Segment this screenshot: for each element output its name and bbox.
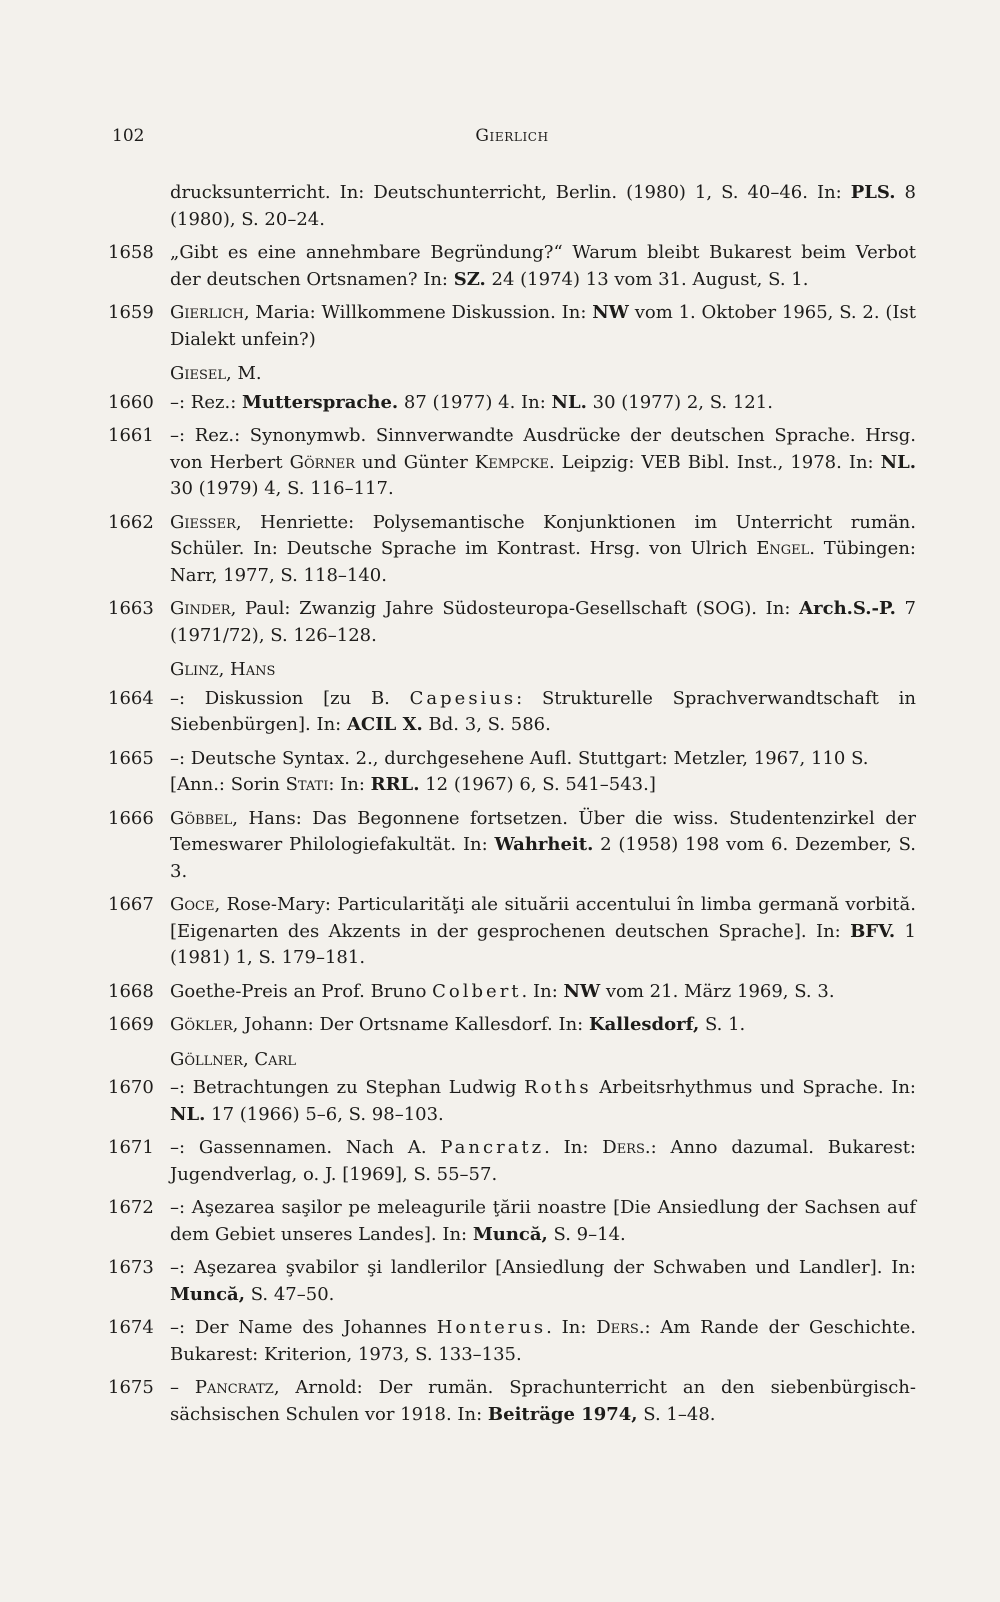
entry-number: 1665 <box>108 747 154 769</box>
entry-1669: 1669 Gökler, Johann: Der Ortsname Kallesdorf. In: Kallesdorf, S. 1. <box>108 1012 916 1039</box>
author-name: Gökler <box>170 1014 233 1035</box>
entry-1670: 1670 –: Betrachtungen zu Stephan Ludwig Roths Arbeitsrhythmus und Sprache. In: NL. 17 (1966) 5–6, S. 98–103. <box>108 1077 916 1125</box>
entry-1671: 1671 –: Gassennamen. Nach A. Pancratz. In: Ders.: Anno dazumal. Bukarest: Jugendverlag, o. J. [1969], S. 55–57. <box>108 1137 916 1185</box>
author-name: Goce <box>170 894 215 915</box>
entry-1668: 1668 Goethe-Preis an Prof. Bruno Colbert. In: NW vom 21. März 1969, S. 3. <box>108 979 916 1006</box>
entry-1659: 1659 Gierlich, Maria: Willkommene Diskussion. In: NW vom 1. Oktober 1965, S. 2. (Ist Dialekt unfein?) <box>108 302 916 350</box>
entry-number: 1667 <box>108 894 154 915</box>
entry-1661: 1661 –: Rez.: Synonymwb. Sinnverwandte Ausdrücke der deutschen Sprache. Hrsg. von Herbert Görner und Günter Kempcke. Leipzig: VEB Bibl. Inst., 1978. In: NL. 30 (1979) 4, S. 116–117. <box>108 425 916 499</box>
entry-1664: 1664 –: Diskussion [zu B. Capesius: Strukturelle Sprachverwandtschaft in Siebenbürgen]. In: ACIL X. Bd. 3, S. 586. <box>108 687 917 735</box>
entry-number: 1669 <box>108 1014 154 1035</box>
author-heading-glinz: Glinz, Hans <box>170 659 276 680</box>
entry-number: 1670 <box>108 1077 154 1098</box>
entry-number: 1666 <box>108 807 154 829</box>
running-head <box>112 126 912 150</box>
entry-number: 1663 <box>108 598 154 619</box>
entry-1673: 1673 –: Aşezarea şvabilor şi landlerilor [Ansiedlung der Schwaben und Landler]. In: Muncă, S. 47–50. <box>108 1257 916 1305</box>
entry-1663: 1663 Ginder, Paul: Zwanzig Jahre Südosteuropa-Gesellschaft (SOG). In: Arch.S.-P. 7 (1971/72), S. 126–128. <box>108 598 916 646</box>
author-name: Gierlich <box>170 302 244 323</box>
entry-number: 1673 <box>108 1257 154 1278</box>
entry-number: 1674 <box>108 1317 154 1338</box>
entry-number: 1668 <box>108 980 154 1002</box>
page-number: 102 <box>112 126 145 146</box>
entry-number: 1664 <box>108 687 154 709</box>
bibliography-entries <box>108 180 916 1435</box>
entry-1674: 1674 –: Der Name des Johannes Honterus. In: Ders.: Am Rande der Geschichte. Bukarest: Kriterion, 1973, S. 133–135. <box>108 1317 917 1365</box>
entry-1660: 1660 –: Rez.: Muttersprache. 87 (1977) 4. In: NL. 30 (1977) 2, S. 121. <box>108 390 916 417</box>
entry-1666: 1666 Göbbel, Hans: Das Begonnene fortsetzen. Über die wiss. Studentenzirkel der Temeswarer Philologiefakultät. In: Wahrheit. 2 (1958) 198 vom 6. Dezember, S. 3. <box>108 807 916 882</box>
entry-1658: 1658 „Gibt es eine annehmbare Begründung?“ Warum bleibt Bukarest beim Verbot der deutschen Ortsnamen? In: SZ. 24 (1974) 13 vom 31. August, S. 1. <box>108 242 916 290</box>
entry-number: 1662 <box>108 511 154 533</box>
author-name: Giesser <box>170 511 236 533</box>
entry-number: 1675 <box>108 1377 154 1398</box>
entry-number: 1660 <box>108 391 154 413</box>
entry-1672: 1672 –: Aşezarea saşilor pe meleagurile ţării noastre [Die Ansiedlung der Sachsen auf dem Gebiet unseres Landes]. In: Muncă, S. 9–14. <box>108 1197 916 1245</box>
author-name: Göbbel <box>170 807 233 829</box>
entry-1665: 1665 –: Deutsche Syntax. 2., durchgesehene Aufl. Stuttgart: Metzler, 1967, 110 S. [Ann.: Sorin Stati: In: RRL. 12 (1967) 6, S. 541–543.] <box>108 747 869 795</box>
entry-number: 1661 <box>108 425 154 446</box>
entry-1667: 1667 Goce, Rose-Mary: Particularităţi ale situării accentului în limba germană vorbită. [Eigenarten des Akzents in der gesprochenen deutschen Sprache]. In: BFV. 1 (1981) 1, S. 179–181. <box>108 894 916 968</box>
entry-number: 1658 <box>108 242 154 263</box>
author-heading-giesel: Giesel, M. <box>170 363 262 384</box>
running-title: Gierlich <box>475 126 549 146</box>
author-name: Ginder <box>170 598 231 619</box>
entry-number: 1659 <box>108 302 154 323</box>
entry-1657-continuation: drucksunterricht. In: Deutschunterricht, Berlin. (1980) 1, S. 40–46. In: PLS. 8 (1980), S. 20–24. <box>170 182 916 230</box>
author-heading-gollner: Göllner, Carl <box>170 1048 296 1070</box>
entry-1675: 1675 – Pancratz, Arnold: Der rumän. Sprachunterricht an den siebenbürgisch-sächsischen Schulen vor 1918. In: Beiträge 1974, S. 1–48. <box>108 1377 916 1425</box>
entry-number: 1672 <box>108 1197 154 1218</box>
entry-1662: 1662 Giesser, Henriette: Polysemantische Konjunktionen im Unterricht rumän. Schüler. In: Deutsche Sprache im Kontrast. Hrsg. von Ulrich Engel. Tübingen: Narr, 1977, S. 118–140. <box>108 511 916 586</box>
entry-number: 1671 <box>108 1137 154 1158</box>
